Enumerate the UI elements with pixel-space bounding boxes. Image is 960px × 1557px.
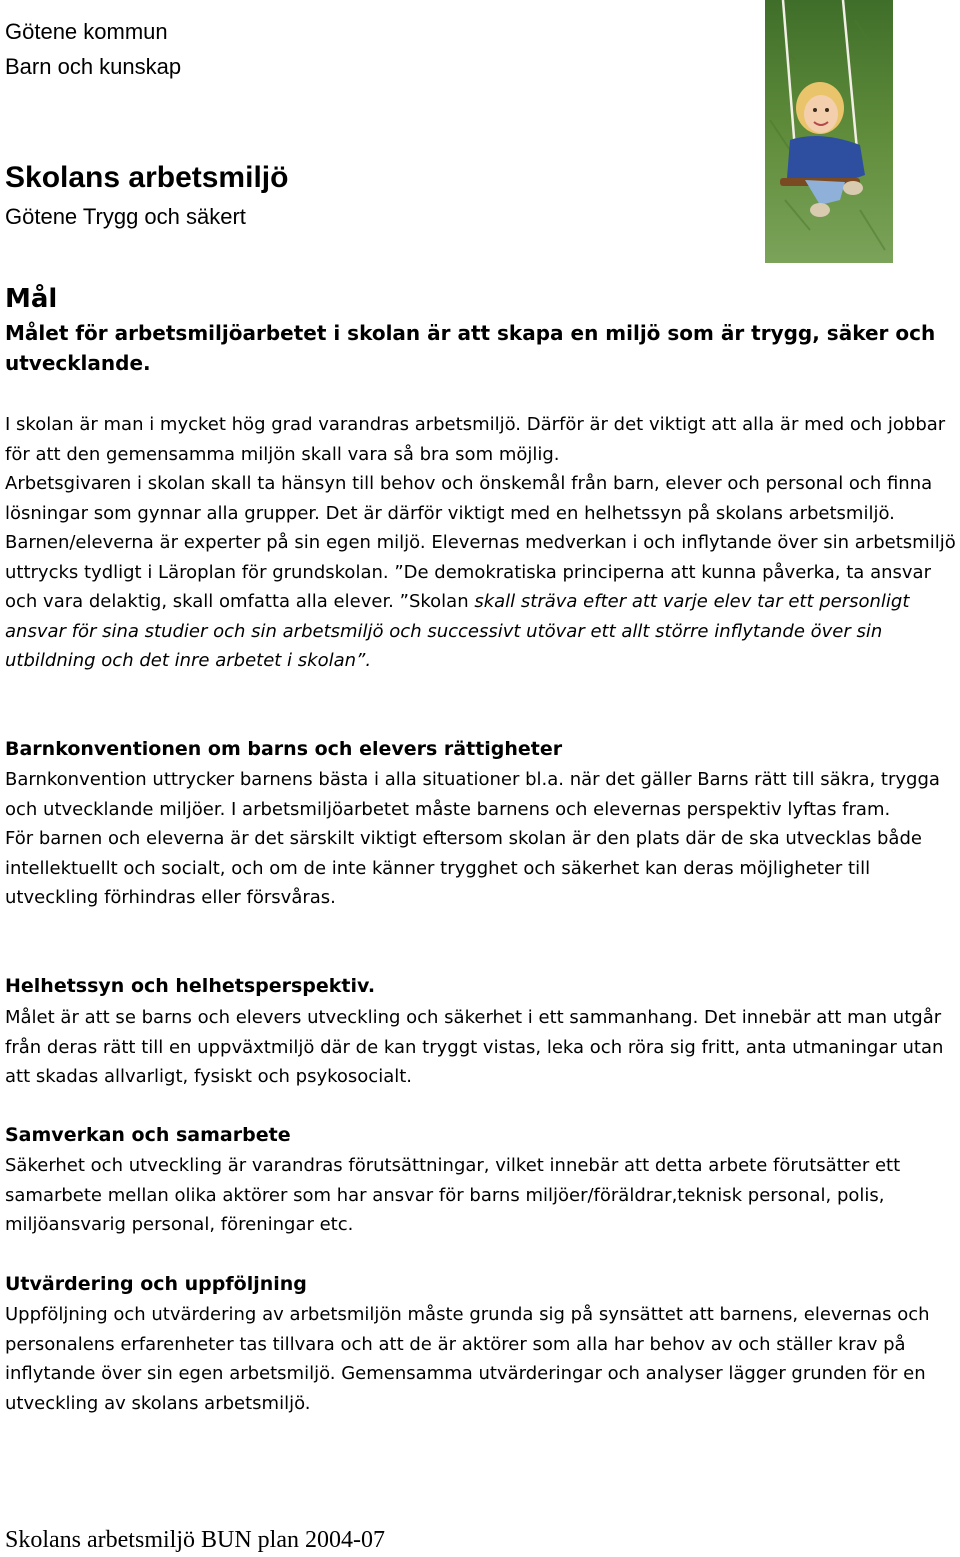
section-heading-samverkan: Samverkan och samarbete <box>5 1124 291 1146</box>
goal-paragraph-2: Arbetsgivaren i skolan skall ta hänsyn till behov och önskemål från barn, elever och personal och finna lösningar som gynnar alla grupper. Det är därför viktigt med en helhetssyn på skolans arbetsmiljö. <box>5 473 933 524</box>
section-body-barnkonventionen <box>5 765 960 913</box>
curriculum-quote: skall sträva efter att varje elev tar ett personligt ansvar för sina studier och sin arbetsmiljö och successivt utövar ett allt större inflytande över sin utbildning och det inre arbetet i skolan”. <box>5 591 910 671</box>
goal-lead: Målet för arbetsmiljöarbetet i skolan är att skapa en miljö som är trygg, säker och utvecklande. <box>5 321 936 375</box>
goal-heading: Mål <box>5 284 58 314</box>
goal-paragraph-1: I skolan är man i mycket hög grad varandras arbetsmiljö. Därför är det viktigt att alla är med och jobbar för att den gemensamma miljön skall vara så bra som möjlig. <box>5 414 946 465</box>
section-paragraph: Uppföljning och utvärdering av arbetsmiljön måste grunda sig på synsättet att barnens, elevernas och personalens erfarenheter tas tillvara och att de är aktörer som alla har behov av och ställer krav på inflytande över sin egen arbetsmiljö. Gemensamma utvärderingar och analyser lägger grunden för en utveckling av skolans arbetsmiljö. <box>5 1304 930 1414</box>
section-body-utvardering <box>5 1300 960 1418</box>
section-paragraph: Målet är att se barns och elevers utveckling och säkerhet i ett sammanhang. Det innebär att man utgår från deras rätt till en uppväxtmiljö där de kan tryggt vistas, leka och röra sig fritt, anta utmaningar utan att skadas allvarligt, fysiskt och psykosocialt. <box>5 1007 944 1087</box>
section-paragraph: Barnkonvention uttrycker barnens bästa i alla situationer bl.a. när det gäller Barns rätt till säkra, trygga och utvecklande miljöer. I arbetsmiljöarbetet måste barnens och elevernas perspektiv lyftas fram. <box>5 769 940 820</box>
section-heading-helhetssyn: Helhetssyn och helhetsperspektiv. <box>5 975 376 997</box>
document-footer: Skolans arbetsmiljö BUN plan 2004-07 <box>5 1527 385 1553</box>
child-on-swing-photo <box>765 0 893 263</box>
section-paragraph: Säkerhet och utveckling är varandras förutsättningar, vilket innebär att detta arbete förutsätter ett samarbete mellan olika aktörer som har ansvar för barns miljöer/föräldrar,teknisk personal, polis, miljöansvarig personal, föreningar etc. <box>5 1155 901 1235</box>
section-body-helhetssyn <box>5 1003 960 1092</box>
goal-paragraph-3-text: Barnen/eleverna är experter på sin egen miljö. Elevernas medverkan i och inflytande över sin arbetsmiljö uttrycks tydligt i Läroplan för grundskolan. ”De demokratiska principerna att kunna påverka, ta ansvar och vara delaktig, skall omfatta alla elever. ”Skolan <box>5 532 956 612</box>
section-body-samverkan <box>5 1151 960 1240</box>
document-header <box>5 14 181 84</box>
document-title: Skolans arbetsmiljö <box>5 161 289 194</box>
section-heading-utvardering: Utvärdering och uppföljning <box>5 1273 307 1295</box>
goal-paragraph-3 <box>5 528 960 676</box>
section-paragraph: För barnen och eleverna är det särskilt viktigt eftersom skolan är den plats där de ska utvecklas både intellektuellt och socialt, och om de inte känner trygghet och säkerhet kan deras möjligheter till utveckling förhindras eller försvåras. <box>5 828 922 908</box>
document-subtitle: Götene Trygg och säkert <box>5 204 246 229</box>
department-name: Barn och kunskap <box>5 54 182 79</box>
section-heading-barnkonventionen: Barnkonventionen om barns och elevers rättigheter <box>5 738 563 760</box>
municipality-name: Götene kommun <box>5 19 168 44</box>
goal-body <box>5 410 960 676</box>
